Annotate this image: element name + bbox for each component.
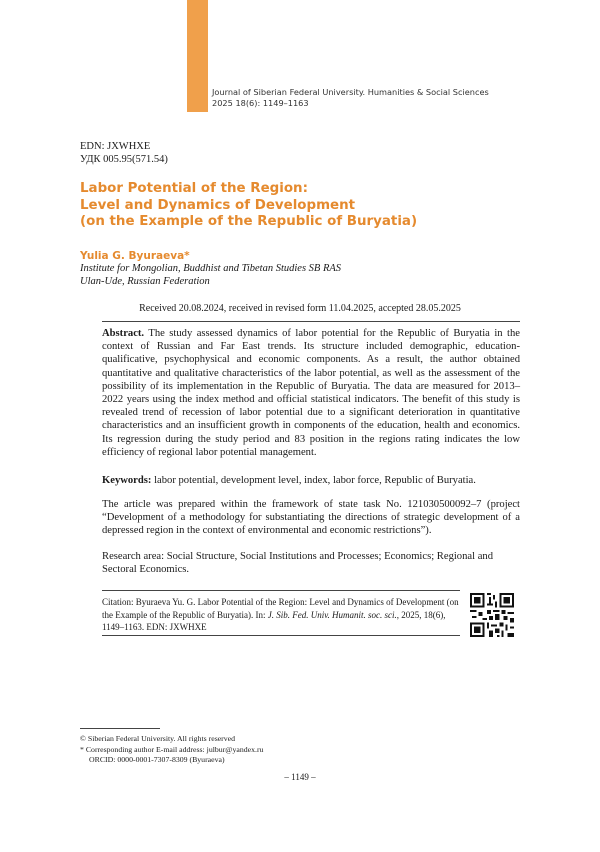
citation — [102, 596, 460, 634]
title-line-3: (on the Example of the Republic of Buryatia) — [80, 214, 418, 229]
author-affiliation — [80, 262, 341, 288]
article-identifiers — [80, 140, 168, 166]
journal-issue: 2025 18(6): 1149–1163 — [212, 98, 309, 108]
title-line-1: Labor Potential of the Region: — [80, 181, 308, 196]
citation-journal: J. Sib. Fed. Univ. Humanit. soc. sci. — [267, 609, 397, 620]
citation-text: Citation: Byuraeva Yu. G. Labor Potential of the Region: Level and Dynamics of Development (on the Example of the Republic of Buryatia). In: — [102, 597, 459, 620]
orcid-note: ORCID: 0000-0001-7307-8309 (Byuraeva) — [89, 755, 225, 764]
journal-name: Journal of Siberian Federal University. Humanities & Social Sciences — [212, 87, 489, 97]
abstract-text: The study assessed dynamics of labor potential for the Republic of Buryatia in the context of Russian and Far East trends. Its structure included demographic, education-qualificative, psychophysical and economic components. As a result, the author obtained quantitative and qualitative characteristics of the labor potential, as well as the assessment of the possibility of its implementation in the Republic of Buryatia. The data are measured for 2013–2022 years using the index method and official statistical indicators. The benefit of this study is revealed trend of recession of labor potential due to a significant deterioration in quantitative characteristics and an insufficient growth in components of the education, health and economics. Its regression during the study period and 83 position in the regions rating indicates the low efficiency of regional labor potential management. — [102, 328, 520, 458]
header-accent-bar — [187, 0, 208, 112]
footnotes — [80, 734, 263, 766]
received-dates: Received 20.08.2024, received in revised form 11.04.2025, accepted 28.05.2025 — [139, 303, 461, 314]
abstract-label: Abstract. — [102, 328, 145, 339]
keywords-label: Keywords: — [102, 475, 152, 486]
funding-note: The article was prepared within the framework of state task No. 121030500092–7 (project “Development of a methodology for substantiating the directions of strategic development of a depressed region in the context of environmental and economic restrictions”). — [102, 499, 520, 537]
author-name: Yulia G. Byuraeva* — [80, 250, 190, 262]
abstract-top-rule — [102, 321, 520, 322]
affiliation-institute: Institute for Mongolian, Buddhist and Tibetan Studies SB RAS — [80, 263, 342, 274]
copyright-note: © Siberian Federal University. All rights reserved — [80, 734, 236, 743]
citation-top-rule — [102, 590, 460, 591]
citation-bottom-rule — [102, 635, 460, 636]
affiliation-city: Ulan-Ude, Russian Federation — [80, 276, 210, 287]
abstract — [102, 327, 520, 459]
citation-details: , 2025, 18(6), 1149–1163. EDN: JXWHXE — [102, 609, 446, 632]
page-number: – 1149 – — [284, 772, 316, 782]
edn-code: EDN: JXWHXE — [80, 141, 151, 152]
journal-header — [212, 87, 489, 109]
keywords — [102, 474, 520, 487]
research-area: Research area: Social Structure, Social Institutions and Processes; Economics; Regional and Sectoral Economics. — [102, 551, 493, 576]
article-title — [80, 181, 520, 231]
footnote-rule — [80, 728, 160, 729]
qr-code-icon — [470, 593, 514, 637]
title-line-2: Level and Dynamics of Development — [80, 197, 356, 213]
udk-code: УДК 005.95(571.54) — [80, 154, 168, 165]
corresponding-author-note: * Corresponding author E-mail address: julbur@yandex.ru — [80, 744, 264, 754]
keywords-text: labor potential, development level, index, labor force, Republic of Buryatia. — [151, 475, 476, 486]
